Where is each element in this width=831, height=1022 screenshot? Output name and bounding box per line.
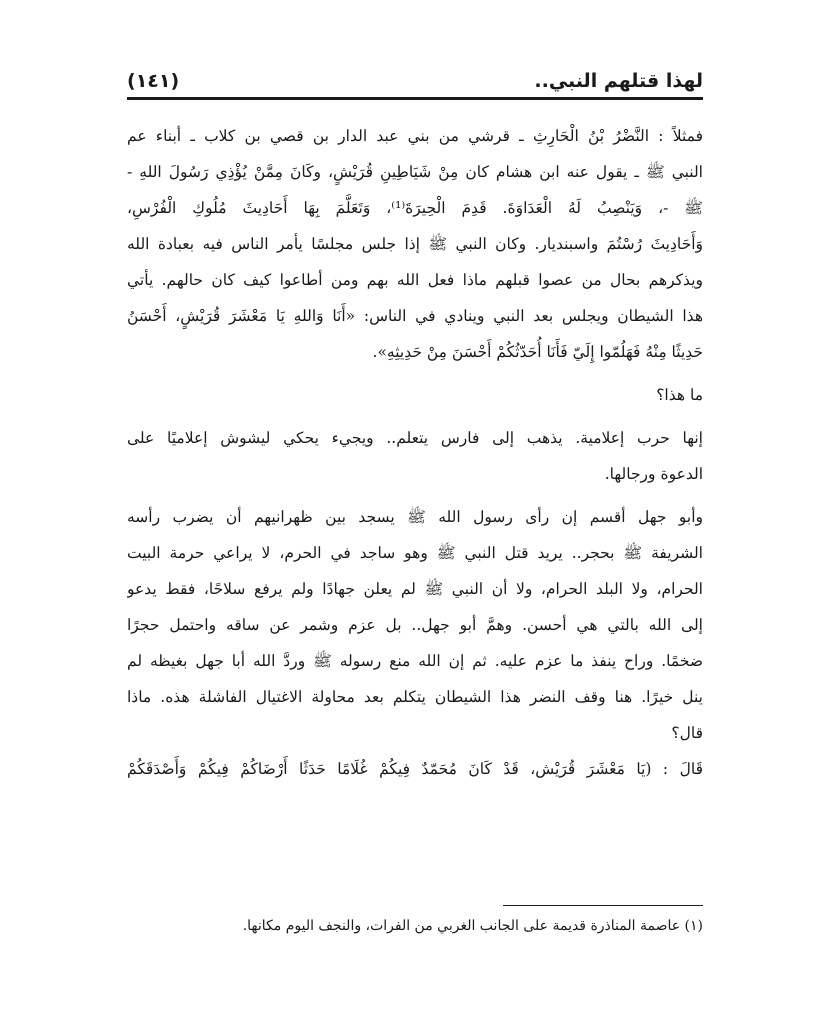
text-line: قَالَ : (يَا مَعْشَرَ قُرَيْش، قَدْ كَانَ مُحَمّدٌ فِيكُمْ غُلَامًا حَدَثًا أَرْضَاكُمْ فِيكُمْ وَأَصْدَقَكُمْ <box>127 760 703 778</box>
text-line: ضخمًا. وراح ينفذ ما عزم عليه. ثم إن الله منع رسوله ﷺ وردَّ الله أبا جهل بغيظه لم <box>127 652 703 670</box>
text-line: قال؟ <box>671 724 703 742</box>
body-text <box>127 118 703 787</box>
paragraph-nadr <box>127 118 703 370</box>
page-header <box>127 66 703 98</box>
paragraph-question <box>127 377 703 413</box>
running-title: لهذا قتلهم النبي.. <box>534 70 703 92</box>
text-line: الشريفة ﷺ بحجر.. يريد قتل النبي ﷺ وهو ساجد في الحرم، لا يراعي حرمة البيت <box>127 544 703 562</box>
text-line: حَدِيثًا مِنْهُ فَهَلُمّوا إِلَيّ فَأَنَا أُحَدّثُكُمْ أَحْسَنَ مِنْ حَدِيثِهِ». <box>372 343 703 361</box>
paragraph-abu-jahl <box>127 499 703 751</box>
text-line: ويذكرهم بحال من عصوا قبلهم ماذا فعل الله بهم ومن أطاعوا كيف كان حالهم. يأتي <box>127 271 703 289</box>
page-number: (١٤١) <box>127 70 180 92</box>
paragraph-media-war <box>127 420 703 492</box>
text-line: وَأَحَادِيثَ رُسْتُمَ واسبنديار. وكان النبي ﷺ إذا جلس مجلسًا يأمر الناس فيه بعبادة الله <box>127 235 703 253</box>
text-line: هذا الشيطان ويجلس بعد النبي وينادي في الناس: «أَنَا وَاللهِ يَا مَعْشَرَ قُرَيْشٍ، أَحْسَنُ <box>127 307 703 325</box>
text-line: الحرام، ولا البلد الحرام، ولا أن النبي ﷺ لم يعلن جهادًا ولم يرفع سلاحًا، فقط يدعو <box>127 580 703 598</box>
header-rule <box>127 97 703 100</box>
text-line: إلى الله بالتي هي أحسن. وهمَّ أبو جهل.. بل عزم وشمر عن ساقه واحتمل حجرًا <box>127 616 703 634</box>
text-line: ما هذا؟ <box>656 386 703 404</box>
text-line: ينل خيرًا. هنا وقف النضر هذا الشيطان يتكلم بعد محاولة الاغتيال الفاشلة هذه. ماذا <box>127 688 703 706</box>
footnote: (١) عاصمة المناذرة قديمة على الجانب الغربي من الفرات، والنجف اليوم مكانها. <box>242 918 703 934</box>
text-line: فمثلاً : النَّضْرُ بْنُ الْحَارِثِ ـ قرشي من بني عبد الدار بن قصي بن كلاب ـ أبناء عم <box>127 127 703 145</box>
footnote-rule <box>503 905 703 906</box>
text-line: وأبو جهل أقسم إن رأى رسول الله ﷺ يسجد بين ظهرانيهم أن يضرب رأسه <box>127 508 703 526</box>
text-line: إنها حرب إعلامية. يذهب إلى فارس يتعلم.. ويجيء يحكي ليشوش إعلاميًا على <box>127 429 703 447</box>
text-line: ﷺ -، وَيَنْصِبُ لَهُ الْعَدَاوَةَ. قَدِمَ الْحِيرَةَ⁽¹⁾، وَتَعَلَّمَ بِهَا أَحَادِيثَ مُلُوكِ الْفُرْسِ، <box>127 199 703 217</box>
text-line: النبي ﷺ ـ يقول عنه ابن هشام كان مِنْ شَيَاطِينِ قُرَيْشٍ، وكَانَ مِمَّنْ يُؤْذِي رَسُولَ اللهِ - <box>127 163 703 181</box>
paragraph-quote <box>127 751 703 787</box>
text-line: الدعوة ورجالها. <box>604 465 703 483</box>
